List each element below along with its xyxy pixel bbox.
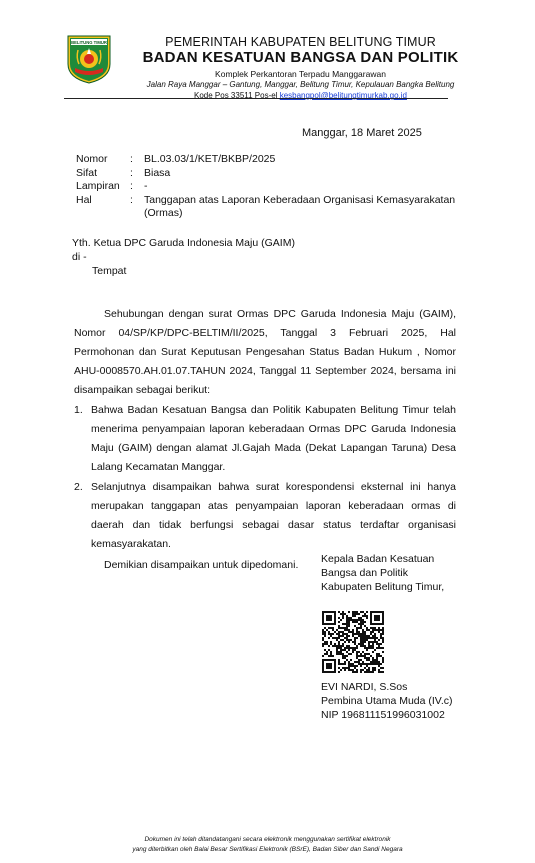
meta-colon: : xyxy=(130,180,133,192)
emblem-text: BELITUNG TIMUR xyxy=(71,40,107,45)
letter-date: Manggar, 18 Maret 2025 xyxy=(302,127,422,139)
letterhead-divider xyxy=(64,98,448,99)
signer-title-line3: Kabupaten Belitung Timur, xyxy=(321,581,445,593)
meta-value: BL.03.03/1/KET/BKBP/2025 xyxy=(144,153,276,165)
list-item xyxy=(74,401,456,477)
meta-row-lampiran xyxy=(76,180,474,194)
meta-value: Tanggapan atas Laporan Keberadaan Organisasi Kemasyarakatan (Ormas) xyxy=(144,193,456,219)
signer-title-line2: Bangsa dan Politik xyxy=(321,567,408,579)
signer-rank: Pembina Utama Muda (IV.c) xyxy=(321,695,453,707)
meta-row-nomor xyxy=(76,153,474,167)
postal-prefix: Kode Pos 33511 Pos-el xyxy=(194,91,280,100)
meta-row-hal xyxy=(76,194,474,221)
meta-colon: : xyxy=(130,193,133,206)
meta-key: Hal xyxy=(76,193,92,206)
closing-sentence: Demikian disampaikan untuk dipedomani. xyxy=(104,559,299,571)
meta-key: Nomor xyxy=(76,153,108,165)
office-address: Jalan Raya Manggar – Gantung, Manggar, Belitung Timur, Kepulauan Bangka Belitung xyxy=(146,80,455,89)
intro-paragraph: Sehubungan dengan surat Ormas DPC Garuda Indonesia Maju (GAIM), Nomor 04/SP/KP/DPC-BELTIM/II/2025, Tanggal 3 Februari 2025, Hal Permohonan dan Surat Keputusan Pengesahan Status Badan Hukum , Nomor AHU-0008570.AH.01.07.TAHUN 2024, Tanggal 11 September 2024, bersama ini disampaikan sebagai berikut: xyxy=(74,308,456,396)
letter-metadata xyxy=(76,153,474,221)
list-number: 1. xyxy=(74,404,83,416)
postal-line xyxy=(118,90,483,101)
qr-modules xyxy=(322,611,384,673)
list-text: Bahwa Badan Kesatuan Bangsa dan Politik Kabupaten Belitung Timur telah menerima penyampaian laporan keberadaan Ormas DPC Garuda Indonesia Maju (GAIM) dengan alamat Jl.Gajah Mada (Dekat Lapangan Taruna) Desa Lalang Kecamatan Manggar. xyxy=(91,404,456,473)
signer-name: EVI NARDI, S.Sos xyxy=(321,681,408,693)
letter-body xyxy=(74,305,456,575)
meta-colon: : xyxy=(130,153,133,165)
meta-value: - xyxy=(144,180,148,192)
signature-qr-code xyxy=(322,611,384,673)
footer-line1: Dokumen ini telah ditandatangani secara elektronik menggunakan sertifikat elektronik xyxy=(144,836,391,843)
meta-value: Biasa xyxy=(144,166,171,179)
meta-key: Lampiran xyxy=(76,180,120,192)
signer-title-line1: Kepala Badan Kesatuan xyxy=(321,553,435,565)
recipient-block xyxy=(72,236,295,278)
letterhead xyxy=(118,35,483,101)
agency-name: BADAN KESATUAN BANGSA DAN POLITIK xyxy=(142,49,459,66)
points-list xyxy=(74,401,456,554)
recipient-di: di - xyxy=(72,251,87,263)
recipient-place: Tempat xyxy=(92,265,127,277)
government-name: PEMERINTAH KABUPATEN BELITUNG TIMUR xyxy=(165,35,436,49)
email-link[interactable]: kesbangpol@belitungtimurkab.go.id xyxy=(279,91,407,100)
meta-key: Sifat xyxy=(76,166,98,179)
list-text: Selanjutnya disampaikan bahwa surat korespondensi eksternal ini hanya merupakan tanggapan atas penyampaian laporan keberadaan ormas di daerah dan tidak berfungsi sebagai dasar status terdaftar organisasi kemasyarakatan. xyxy=(91,481,456,550)
signer-info xyxy=(321,680,453,722)
signature-block xyxy=(321,552,444,594)
footer-line2: yang diterbitkan oleh Balai Besar Sertifikasi Elektronik (BSrE), Badan Siber dan Sandi Negara xyxy=(132,846,403,853)
signer-nip: NIP 196811151996031002 xyxy=(321,709,445,721)
meta-row-sifat xyxy=(76,167,474,181)
list-item xyxy=(74,478,456,554)
regency-emblem xyxy=(66,34,112,84)
meta-colon: : xyxy=(130,166,133,179)
list-number: 2. xyxy=(74,481,83,493)
recipient-name: Yth. Ketua DPC Garuda Indonesia Maju (GAIM) xyxy=(72,237,295,249)
office-complex: Komplek Perkantoran Terpadu Manggarawan xyxy=(215,69,386,79)
e-signature-footer xyxy=(0,835,535,855)
